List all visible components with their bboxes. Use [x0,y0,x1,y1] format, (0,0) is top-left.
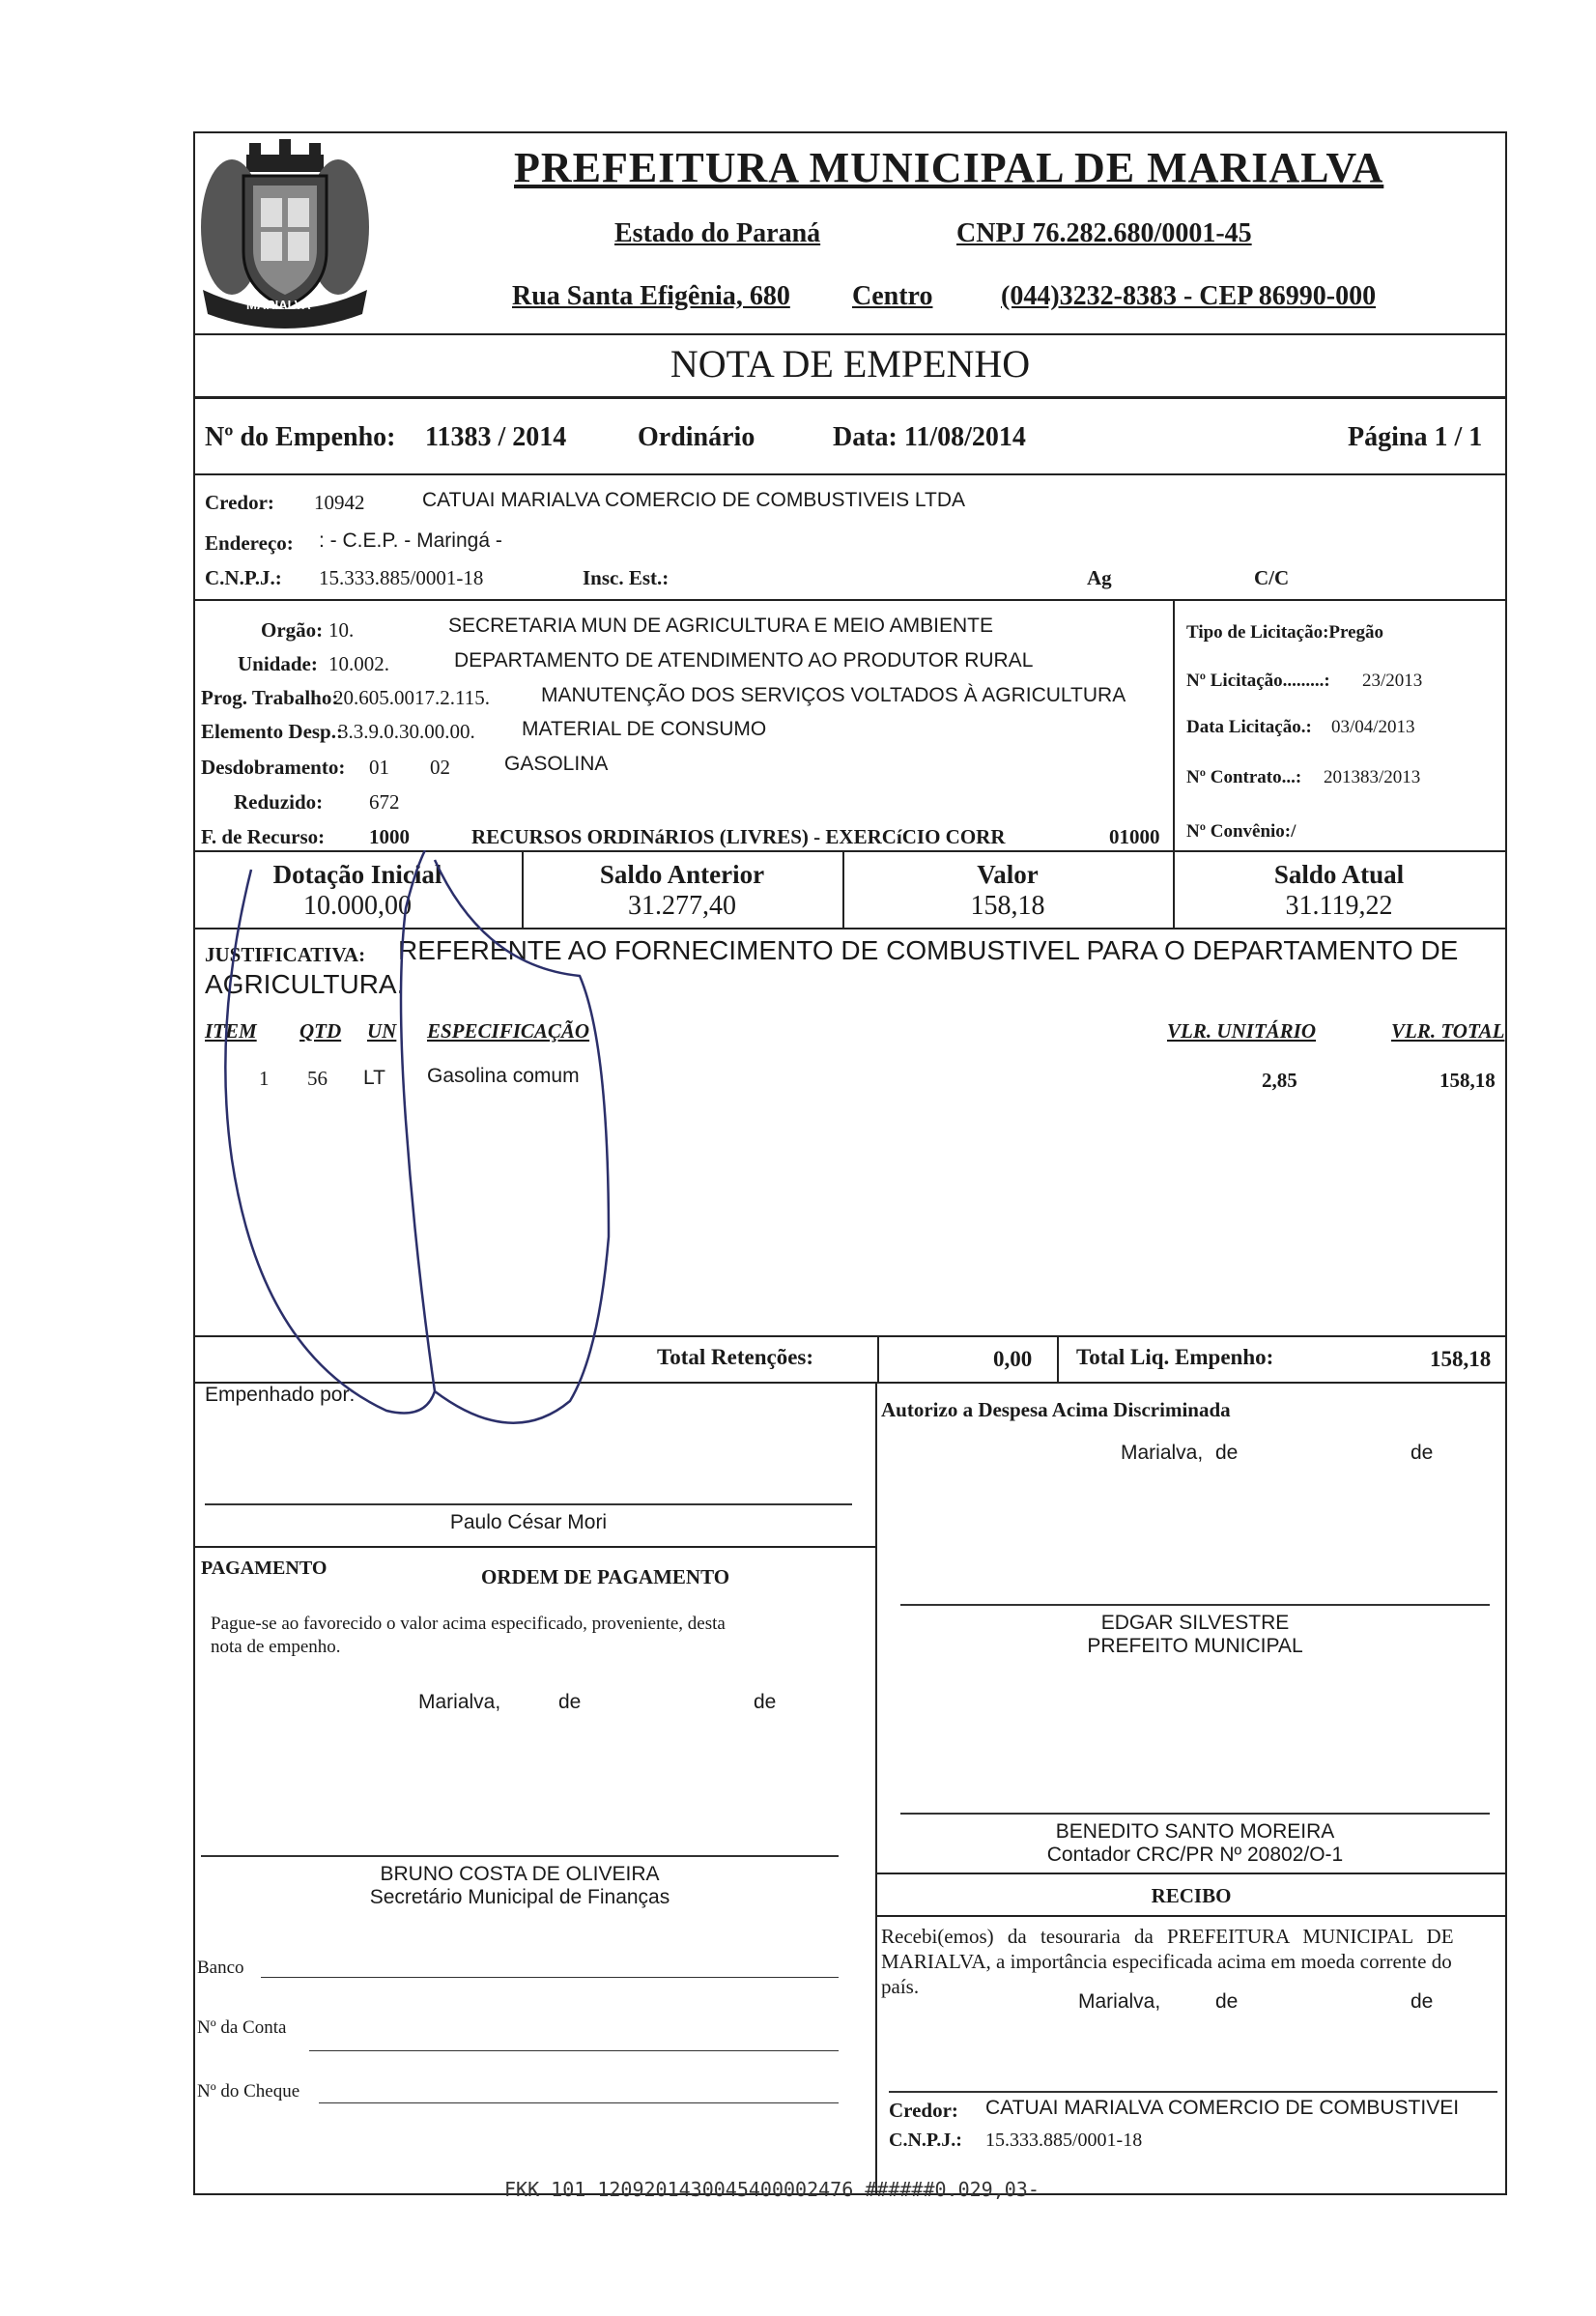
dotacao-label: Dotação Inicial [272,860,442,889]
unidade-code: 10.002. [328,652,389,675]
secretario-name: BRUNO COSTA DE OLIVEIRA [380,1863,660,1885]
ordem-text1: Pague-se ao favorecido o valor acima especificado, proveniente, desta [211,1614,726,1634]
recibo-de2: de [1411,1990,1434,2013]
empenho-number: 11383 / 2014 [425,422,567,452]
item-vlr-unitario: 2,85 [1262,1069,1297,1092]
saldo-anterior-label: Saldo Anterior [599,860,765,889]
desdobramento-code1: 01 [369,756,389,779]
recurso-desc: RECURSOS ORDINáRIOS (LIVRES) - EXERCíCIO CORR [471,825,1006,848]
recibo-text3: país. [881,1975,920,1998]
justificativa-label: JUSTIFICATIVA: [205,943,366,966]
licitacao-data-value: 03/04/2013 [1331,717,1415,737]
conta-label: Nº da Conta [197,2017,287,2038]
header-phone-cep: (044)3232-8383 - CEP 86990-000 [1001,281,1377,311]
convenio-label: Nº Convênio:/ [1186,821,1297,842]
total-liq-label: Total Liq. Empenho: [1076,1345,1274,1369]
retencoes-value: 0,00 [993,1347,1033,1371]
item-un: LT [363,1067,385,1089]
empenho-date: Data: 11/08/2014 [833,422,1026,452]
col-header-qtd: QTD [299,1019,342,1043]
endereco-value: : - C.E.P. - Maringá - [319,529,502,552]
licitacao-data-label: Data Licitação.: [1186,717,1312,737]
item-qtd: 56 [307,1067,328,1090]
recibo-cnpj-value: 15.333.885/0001-18 [985,2130,1143,2151]
empenhado-por-name: Paulo César Mori [449,1511,608,1533]
ag-label: Ag [1087,566,1112,589]
col-header-vlr-unitario: VLR. UNITÁRIO [1167,1019,1317,1043]
autorizo-de1: de [1215,1442,1239,1464]
autorizo-text: Autorizo a Despesa Acima Discriminada [881,1398,1231,1421]
item-especificacao: Gasolina comum [427,1065,580,1087]
footer-code: FKK 101 1209201430045400002476 ######0.029,03- [504,2178,1040,2201]
header-state: Estado do Paraná [614,218,821,248]
header-address: Rua Santa Efigênia, 680 [512,281,790,311]
recurso-code2: 01000 [1109,825,1160,848]
autorizo-city: Marialva, [1121,1442,1204,1464]
header-district: Centro [852,281,933,311]
empenho-label: Nº do Empenho: [205,422,396,452]
licitacao-numero-label: Nº Licitação.........: [1186,671,1330,691]
orgao-label: Orgão: [261,618,324,642]
credor-code: 10942 [314,491,365,514]
prefeito-name: EDGAR SILVESTRE [1100,1612,1290,1634]
recibo-de1: de [1215,1990,1239,2013]
saldo-atual-value: 31.119,22 [1285,891,1393,921]
justificativa-text2: AGRICULTURA. [205,969,405,999]
ordem-text2: nota de empenho. [211,1637,341,1657]
header-cnpj: CNPJ 76.282.680/0001-45 [956,218,1252,248]
prog-desc: MANUTENÇÃO DOS SERVIÇOS VOLTADOS À AGRICULTURA [541,684,1126,706]
page-number: Página 1 / 1 [1348,422,1483,452]
empenho-type: Ordinário [638,422,755,452]
desdobramento-code2: 02 [430,756,450,779]
desdobramento-label: Desdobramento: [201,756,346,779]
contrato-label: Nº Contrato...: [1186,767,1302,787]
item-number: 1 [259,1067,270,1090]
recibo-credor-name: CATUAI MARIALVA COMERCIO DE COMBUSTIVEI [985,2097,1460,2119]
item-vlr-total: 158,18 [1439,1069,1496,1092]
desdobramento-desc: GASOLINA [504,753,609,775]
banco-label: Banco [197,1958,244,1978]
contrato-value: 201383/2013 [1324,767,1421,787]
retencoes-label: Total Retenções: [657,1345,814,1369]
col-header-vlr-total: VLR. TOTAL [1391,1019,1505,1043]
valor-label: Valor [977,860,1039,889]
cheque-label: Nº do Cheque [197,2081,300,2102]
recibo-city: Marialva, [1078,1990,1161,2013]
elemento-code: 3.3.9.0.30.00.00. [338,720,475,743]
total-liq-value: 158,18 [1430,1347,1492,1371]
unidade-desc: DEPARTAMENTO DE ATENDIMENTO AO PRODUTOR RURAL [454,649,1034,672]
contador-name: BENEDITO SANTO MOREIRA [1055,1820,1335,1843]
ordem-city: Marialva, [418,1691,501,1713]
recibo-text1: Recebi(emos) da tesouraria da PREFEITURA MUNICIPAL DE [881,1925,1454,1948]
header-title: PREFEITURA MUNICIPAL DE MARIALVA [514,144,1384,191]
dotacao-value: 10.000,00 [303,891,412,921]
pagamento-label: PAGAMENTO [201,1558,328,1579]
credor-label: Credor: [205,491,274,514]
credor-name: CATUAI MARIALVA COMERCIO DE COMBUSTIVEIS LTDA [422,489,966,511]
valor-value: 158,18 [970,891,1045,921]
licitacao-numero-value: 23/2013 [1362,671,1423,691]
orgao-code: 10. [328,618,355,642]
credor-cnpj-value: 15.333.885/0001-18 [319,566,484,589]
document-title: NOTA DE EMPENHO [670,342,1031,386]
recibo-text2: MARIALVA, a importância especificada acima em moeda corrente do [881,1950,1452,1973]
ordem-pagamento-title: ORDEM DE PAGAMENTO [481,1565,730,1588]
endereco-label: Endereço: [205,531,294,555]
ordem-de2: de [754,1691,777,1713]
recibo-cnpj-label: C.N.P.J.: [889,2130,962,2151]
unidade-label: Unidade: [238,652,318,675]
recurso-label: F. de Recurso: [201,825,326,848]
orgao-desc: SECRETARIA MUN DE AGRICULTURA E MEIO AMBIENTE [448,615,993,637]
crest-logo [193,135,377,329]
col-header-especificacao: ESPECIFICAÇÃO [427,1019,590,1043]
credor-cnpj-label: C.N.P.J.: [205,566,282,589]
prefeito-role: PREFEITO MUNICIPAL [1087,1635,1303,1657]
justificativa-text1: REFERENTE AO FORNECIMENTO DE COMBUSTIVEL PARA O DEPARTAMENTO DE [398,935,1459,965]
cc-label: C/C [1254,566,1290,589]
contador-role: Contador CRC/PR Nº 20802/O-1 [1046,1844,1344,1866]
prog-label: Prog. Trabalho: [201,686,339,709]
handwritten-stroke [193,850,676,1469]
reduzido-value: 672 [369,790,400,814]
recurso-code: 1000 [369,825,410,848]
insc-est-label: Insc. Est.: [583,566,670,589]
crest-banner-text: MARIALVA [246,298,311,312]
ordem-de1: de [558,1691,582,1713]
tipo-licitacao: Tipo de Licitação:Pregão [1186,622,1384,643]
elemento-desc: MATERIAL DE CONSUMO [522,718,767,740]
autorizo-de2: de [1411,1442,1434,1464]
prog-code: 20.605.0017.2.115. [333,686,490,709]
col-header-item: ITEM [205,1019,257,1043]
elemento-label: Elemento Desp.: [201,720,343,743]
secretario-role: Secretário Municipal de Finanças [369,1886,670,1908]
col-header-un: UN [367,1019,397,1043]
recibo-title: RECIBO [1151,1884,1232,1907]
reduzido-label: Reduzido: [234,790,324,814]
saldo-anterior-value: 31.277,40 [628,891,736,921]
saldo-atual-label: Saldo Atual [1273,860,1405,889]
empenhado-por-label: Empenhado por: [205,1384,356,1406]
recibo-credor-label: Credor: [889,2099,958,2122]
